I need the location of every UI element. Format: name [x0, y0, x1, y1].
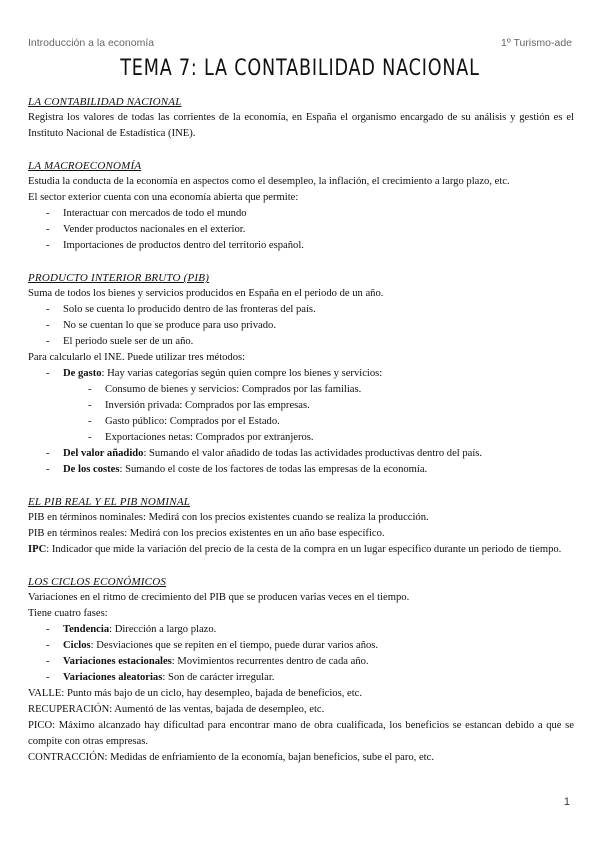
paragraph [28, 542, 574, 558]
paragraph: Variaciones en el ritmo de crecimiento del PIB que se producen varias veces en el tiempo. [28, 592, 410, 603]
list-item: - Interactuar con mercados de todo el mundo [46, 206, 574, 222]
phase-name: Ciclos [63, 640, 91, 651]
section-heading: LA CONTABILIDAD NACIONAL [28, 96, 182, 108]
paragraph: CONTRACCIÓN: Medidas de enfriamiento de la economía, bajan beneficios, sube el paro, etc. [28, 752, 434, 763]
list-item [46, 462, 574, 478]
phase-desc: : Son de carácter irregular. [162, 672, 275, 683]
paragraph: Registra los valores de todas las corrientes de la economía, en España el organismo encargado de su análisis y gestión es el Instituto Nacional de Estadística (INE). [28, 112, 574, 139]
paragraph: PIB en términos nominales: Medirá con los precios existentes cuando se realiza la producción. [28, 512, 429, 523]
list-item: - Exportaciones netas: Comprados por extranjeros. [88, 430, 574, 446]
paragraph: Tiene cuatro fases: [28, 608, 108, 619]
bullet-list [28, 302, 574, 350]
section-heading: LA MACROECONOMÍA [28, 160, 142, 172]
list-item [46, 622, 574, 638]
phase-desc: : Movimientos recurrentes dentro de cada año. [171, 656, 369, 667]
page-number: 1 [563, 796, 570, 808]
paragraph: PICO: Máximo alcanzado hay dificultad para encontrar mano de obra cualificada, los beneficios se estancan debido a que se compite con otras empresas. [28, 720, 574, 747]
paragraph: Para calcularlo el INE. Puede utilizar tres métodos: [28, 352, 246, 363]
phase-name: Variaciones aleatorias [63, 672, 163, 683]
list-item [46, 366, 574, 446]
section-pib [28, 270, 574, 478]
document-body [28, 94, 574, 766]
list-item [46, 446, 574, 462]
list-item: - Solo se cuenta lo producido dentro de las fronteras del país. [46, 302, 574, 318]
section-contabilidad [28, 94, 574, 142]
list-item [46, 654, 574, 670]
list-item [46, 670, 574, 686]
method-desc: : Sumando el valor añadido de todas las actividades productivas dentro del país. [143, 448, 483, 459]
paragraph: RECUPERACIÓN: Aumentó de las ventas, bajada de desempleo, etc. [28, 704, 325, 715]
method-name: De los costes [63, 464, 120, 475]
list-item: - No se cuentan lo que se produce para uso privado. [46, 318, 574, 334]
paragraph: PIB en términos reales: Medirá con los precios existentes en un año base específico. [28, 528, 385, 539]
sub-list [63, 382, 574, 446]
methods-list [28, 366, 574, 478]
section-pib-real-nominal [28, 494, 574, 558]
section-heading: EL PIB REAL Y EL PIB NOMINAL [28, 496, 191, 508]
phases-list [28, 622, 574, 686]
phase-desc: : Desviaciones que se repiten en el tiempo, puede durar varios años. [90, 640, 379, 651]
list-item: - El periodo suele ser de un año. [46, 334, 574, 350]
ipc-term: IPC [28, 544, 47, 555]
header-group: 1º Turismo-ade [501, 37, 572, 49]
list-item: - Vender productos nacionales en el exterior. [46, 222, 574, 238]
section-macroeconomia [28, 158, 574, 254]
list-item [46, 638, 574, 654]
bullet-list [28, 206, 574, 254]
paragraph: VALLE: Punto más bajo de un ciclo, hay desempleo, bajada de beneficios, etc. [28, 688, 362, 699]
header-course: Introducción a la economía [28, 37, 155, 49]
list-item: - Importaciones de productos dentro del territorio español. [46, 238, 574, 254]
section-heading: LOS CICLOS ECONÓMICOS [28, 576, 167, 588]
method-desc: : Hay varias categorías según quien compre los bienes y servicios: [101, 368, 383, 379]
list-item: - Gasto público: Comprados por el Estado. [88, 414, 574, 430]
phase-name: Tendencia [63, 624, 110, 635]
page-title: TEMA 7: LA CONTABILIDAD NACIONAL [120, 56, 480, 81]
list-item: - Consumo de bienes y servicios: Comprados por las familias. [88, 382, 574, 398]
method-desc: : Sumando el coste de los factores de todas las empresas de la economía. [119, 464, 428, 475]
ipc-desc: : Indicador que mide la variación del precio de la cesta de la compra en un lugar específico durante un periodo de tiempo. [46, 544, 562, 555]
section-ciclos [28, 574, 574, 766]
paragraph: Estudia la conducta de la economía en aspectos como el desempleo, la inflación, el crecimiento a largo plazo, etc. [28, 176, 510, 187]
method-name: Del valor añadido [63, 448, 144, 459]
section-heading: PRODUCTO INTERIOR BRUTO (PIB) [28, 272, 210, 284]
paragraph: El sector exterior cuenta con una economía abierta que permite: [28, 192, 299, 203]
list-item: - Inversión privada: Comprados por las empresas. [88, 398, 574, 414]
paragraph: Suma de todos los bienes y servicios producidos en España en el periodo de un año. [28, 288, 384, 299]
method-name: De gasto [63, 368, 102, 379]
phase-name: Variaciones estacionales [63, 656, 172, 667]
phase-desc: : Dirección a largo plazo. [109, 624, 217, 635]
